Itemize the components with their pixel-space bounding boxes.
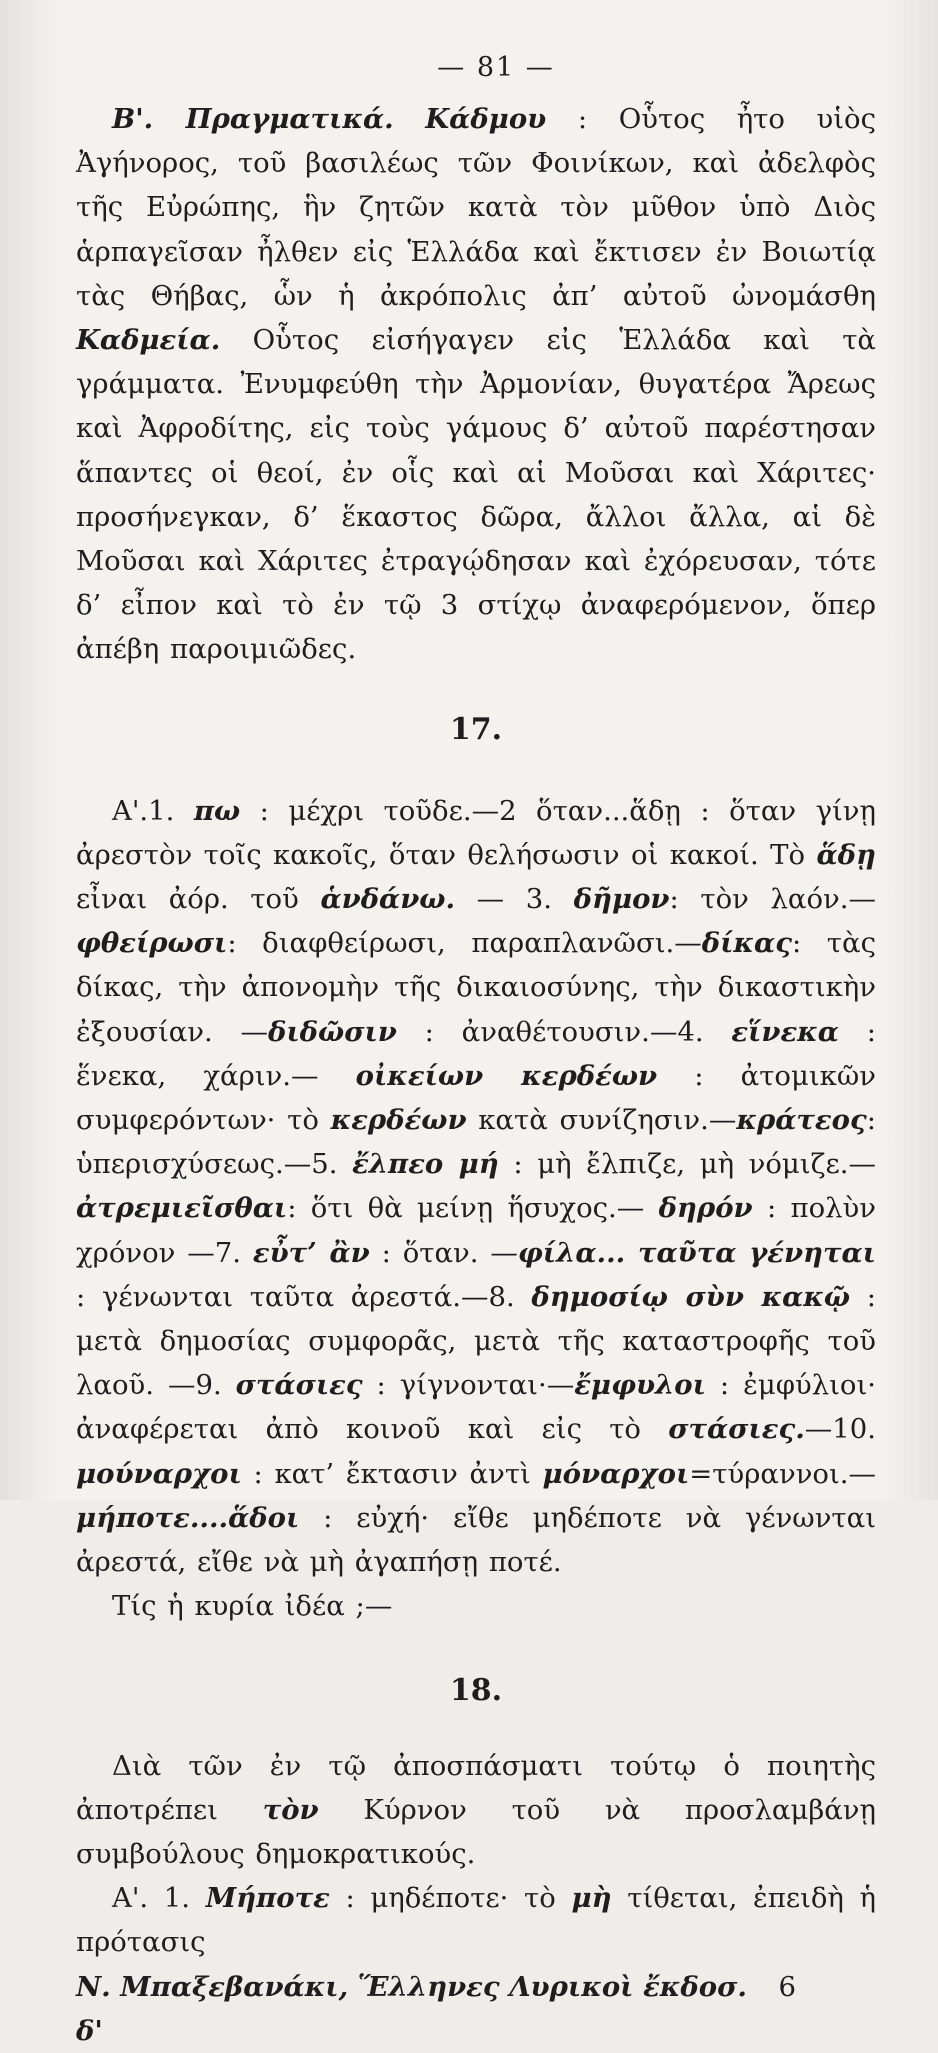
- note-term: εἵνεκα: [731, 1015, 839, 1048]
- note-term: ἀτρεμιεῖσθαι: [76, 1192, 288, 1225]
- note-text: : ὅταν. —: [369, 1236, 518, 1269]
- note-term: κράτεος: [736, 1104, 867, 1137]
- text-18-notes-1: : μηδέποτε· τὸ: [345, 1882, 556, 1915]
- term-ton: τὸν: [262, 1793, 319, 1826]
- page-footer: [76, 1965, 876, 2053]
- note-text: — 3.: [455, 883, 574, 916]
- note-term: ἅδῃ: [816, 838, 876, 871]
- note-text: : τὰς δίκας, τὴν ἀπονομὴν τῆς δικαιοσύνης, τὴν δικαστικὴν ἐξουσίαν. —: [76, 927, 876, 1048]
- footer-author: Ν. Μπαξεβανάκι, Ἕλληνες Λυρικοὶ ἔκδοσ. δ': [76, 1970, 747, 2047]
- text-18-notes-2: τίθεται, ἐπειδὴ ἡ πρότασις: [76, 1882, 877, 1959]
- note-term: διδῶσιν: [268, 1015, 397, 1048]
- note-term: οἰκείων κερδέων: [355, 1059, 658, 1092]
- page-number: — 81 —: [437, 52, 555, 83]
- note-term: μήποτε....ἅδοι: [76, 1501, 300, 1534]
- text-kadmos-2: Οὗτος εἰσήγαγεν εἰς Ἑλλάδα καὶ τὰ γράμματα. Ἐνυμφεύθη τὴν Ἀρμονίαν, θυγατέρα Ἄρεως καὶ Ἀφροδίτης, εἰς τοὺς γάμους δ’ αὐτοῦ παρέστησαν ἅπαντες οἱ θεοί, ἐν οἷς καὶ αἱ Μοῦσαι καὶ Χάριτες· προσήνεγκαν, δ’ ἕκαστος δῶρα, ἄλλοι ἄλλα, αἱ δὲ Μοῦσαι καὶ Χάριτες ἐτραγῴδησαν καὶ ἐχόρευσαν, τότε δ’ εἶπον καὶ τὸ ἐν τῷ 3 στίχῳ ἀναφερόμενον, ὅπερ ἀπέβη παροιμιῶδες.: [76, 324, 876, 666]
- note-text: =τύραννοι.—: [689, 1457, 876, 1490]
- note-text: : μετὰ δημοσίας συμφορᾶς, μετὰ τῆς καταστροφῆς τοῦ λαοῦ. —9.: [76, 1280, 876, 1402]
- note-term: δηρόν: [658, 1192, 753, 1225]
- note-text: : γίγνονται·—: [362, 1369, 575, 1402]
- note-text: : ἕνεκα, χάριν.—: [76, 1015, 876, 1092]
- note-term: δημοσίῳ σὺν κακῷ: [531, 1280, 851, 1313]
- note-term: στάσιες.: [668, 1413, 805, 1446]
- note-term: στάσιες: [235, 1369, 363, 1402]
- note-text: : κατ’ ἔκτασιν ἀντὶ: [241, 1457, 543, 1490]
- note-term: κερδέων: [330, 1104, 467, 1137]
- note-term: μόναρχοι: [542, 1457, 690, 1490]
- section-heading-17: 17.: [449, 711, 503, 747]
- note-text: : ἀτομικῶν συμφερόντων· τὸ: [76, 1059, 876, 1137]
- note-term: φίλα... ταῦτα γένηται: [517, 1236, 876, 1269]
- note-text: : τὸν λαόν.—: [669, 883, 876, 916]
- note-term: ἔμφυλοι: [574, 1369, 706, 1402]
- note-text: : μέχρι τοῦδε.—2 ὅταν...ἅδῃ : ὅταν γίνῃ ἀρεστὸν τοῖς κακοῖς, ὅταν θελήσωσιν οἱ κακοί. Τὸ: [76, 794, 876, 871]
- section-label-b: Β'. Πραγματικά.: [112, 103, 394, 135]
- note-text: : ὅτι θὰ μείνῃ ἥσυχος.—: [287, 1192, 659, 1225]
- note-term: ἁνδάνω.: [320, 883, 456, 916]
- text-kadmos-1: : Οὗτος ἦτο υἱὸς Ἀγήνορος, τοῦ βασιλέως τῶν Φοινίκων, καὶ ἀδελφὸς τῆς Εὐρώπης, ἣν ζητῶν κατὰ τὸν μῦθον ὑπὸ Διὸς ἁρπαγεῖσαν ἦλθεν εἰς Ἑλλάδα καὶ ἔκτισεν ἐν Βοιωτίᾳ τὰς Θήβας, ὧν ἡ ἀκρόπολις ἀπ’ αὐτοῦ ὠνομάσθη: [76, 103, 876, 312]
- note-text: : γένωνται ταῦτα ἀρεστά.—8.: [76, 1280, 532, 1313]
- notes-17: [76, 789, 876, 1585]
- note-text: : πολὺν χρόνον —7.: [76, 1192, 876, 1269]
- term-mepote: Μήποτε: [205, 1882, 330, 1915]
- note-term: εὖτ’ ἂν: [252, 1236, 370, 1269]
- note-term: δίκας: [701, 927, 792, 960]
- note-text: εἶναι ἀόρ. τοῦ: [76, 883, 321, 916]
- question-main-idea: Τίς ἡ κυρία ἰδέα ;—: [112, 1590, 393, 1623]
- note-term: ἔλπεο μή: [352, 1148, 499, 1181]
- note-term: πω: [193, 794, 241, 827]
- note-text: —10.: [804, 1413, 876, 1446]
- note-term: φθείρωσι: [76, 927, 228, 960]
- label-a1: Α'. 1.: [112, 1882, 191, 1915]
- note-text: : ὑπερισχύσεως.—5.: [76, 1104, 876, 1181]
- text-18-intro-1: Διὰ τῶν ἐν τῷ ἀποσπάσματι τούτῳ ὁ ποιητὴς ἀποτρέπει: [76, 1749, 876, 1826]
- footer-signature: 6: [778, 1970, 796, 2003]
- note-text: : ἀναθέτουσιν.—4.: [396, 1015, 732, 1048]
- paragraph-pragmatika: [76, 97, 876, 672]
- term-kadmeia: Καδμεία.: [76, 324, 221, 357]
- term-me: μὴ: [571, 1882, 612, 1915]
- term-kadmos: Κάδμου: [425, 103, 547, 135]
- section-heading-18: 18.: [449, 1672, 503, 1708]
- note-text: κατὰ συνίζησιν.—: [466, 1104, 737, 1137]
- note-text: : ἐμφύλιοι· ἀναφέρεται ἀπὸ κοινοῦ καὶ εἰς τὸ: [76, 1369, 876, 1446]
- note-text: : εὐχή· εἴθε μηδέποτε νὰ γένωνται ἀρεστά, εἴθε νὰ μὴ ἀγαπήσῃ ποτέ.: [76, 1501, 876, 1579]
- note-text: : μὴ ἔλπιζε, μὴ νόμιζε.—: [498, 1148, 876, 1181]
- paragraph-18-notes: [76, 1876, 876, 1964]
- note-term: δῆμον: [573, 883, 670, 916]
- paragraph-18-intro: [76, 1744, 876, 1877]
- note-text: Α'.1.: [112, 794, 194, 827]
- text-18-intro-2: Κύρνον τοῦ νὰ προσλαμβάνῃ συμβούλους δημοκρατικούς.: [76, 1793, 876, 1870]
- note-term: μούναρχοι: [76, 1457, 242, 1490]
- note-text: : διαφθείρωσι, παραπλανῶσι.—: [227, 927, 702, 960]
